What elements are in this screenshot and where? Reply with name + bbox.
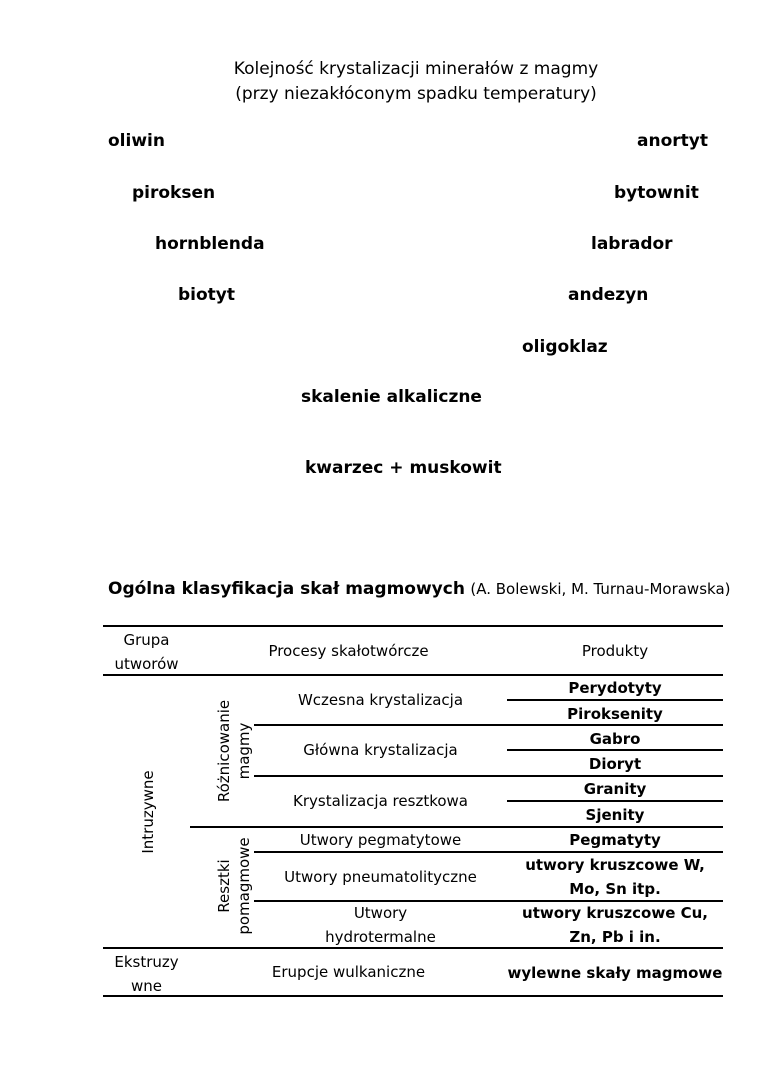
process-hydrothermal-line1: Utwory (353, 904, 408, 922)
product-ore-cu (507, 901, 723, 949)
mineral-right-1: anortyt (637, 131, 708, 151)
differentiation-label-line1: Różnicowanie (215, 699, 233, 803)
mineral-right-4: andezyn (568, 285, 649, 305)
table-top-rule (103, 625, 723, 627)
residues-label-line1: Resztki (215, 859, 233, 913)
group-intrusive-label: Intruzywne (139, 770, 157, 854)
differentiation-label-line2: magmy (235, 722, 253, 780)
header-products: Produkty (581, 642, 649, 660)
mineral-center-1: skalenie alkaliczne (301, 387, 482, 407)
product-pegmatyty: Pegmatyty (569, 831, 661, 849)
process-early: Wczesna krystalizacja (297, 691, 464, 709)
mineral-right-3: labrador (591, 234, 673, 254)
header-group-line2: utworów (114, 655, 179, 673)
process-residual: Krystalizacja resztkowa (293, 792, 468, 810)
classification-source: (A. Bolewski, M. Turnau-Morawska) (470, 580, 731, 598)
product-granity: Granity (583, 780, 647, 798)
header-group (103, 628, 190, 676)
residues-label-line2: pomagmowe (235, 837, 253, 935)
group-extrusive-line1: Ekstruzy (114, 953, 179, 971)
process-pneumatolytic: Utwory pneumatolityczne (284, 868, 477, 886)
diagram-title-line2: (przy niezakłóconym spadku temperatury) (235, 84, 597, 104)
product-ore-w (507, 853, 723, 901)
mineral-left-1: oliwin (108, 131, 165, 151)
product-ore-w-line1: utwory kruszcowe W, (525, 856, 705, 874)
mineral-right-5: oligoklaz (522, 337, 608, 357)
process-hydrothermal (254, 901, 507, 949)
header-processes: Procesy skałotwórcze (268, 642, 429, 660)
classification-title: Ogólna klasyfikacja skał magmowych (108, 579, 465, 599)
differentiation-label (214, 681, 254, 821)
diagram-title-line1: Kolejność krystalizacji minerałów z magmy (233, 59, 599, 79)
mineral-left-2: piroksen (132, 183, 216, 203)
product-volcanic: wylewne skały magmowe (507, 964, 723, 982)
residues-label (214, 826, 254, 946)
mineral-left-3: hornblenda (155, 234, 265, 254)
process-volcanic: Erupcje wulkaniczne (271, 963, 426, 981)
product-perydotyty: Perydotyty (568, 679, 662, 697)
table-bottom-rule (103, 995, 723, 997)
product-piroksenity: Piroksenity (567, 705, 663, 723)
header-group-line1: Grupa (123, 631, 170, 649)
group-extrusive-label (103, 950, 190, 998)
process-pegmatite: Utwory pegmatytowe (299, 831, 462, 849)
mineral-right-2: bytownit (614, 183, 699, 203)
classification-heading (108, 579, 731, 599)
product-ore-cu-line2: Zn, Pb i in. (569, 928, 661, 946)
product-sjenity: Sjenity (585, 806, 645, 824)
group-extrusive-line2: wne (130, 977, 162, 995)
mineral-left-4: biotyt (178, 285, 236, 305)
process-hydrothermal-line2: hydrotermalne (325, 928, 436, 946)
process-main: Główna krystalizacja (303, 741, 458, 759)
product-gabro: Gabro (589, 730, 641, 748)
product-dioryt: Dioryt (588, 755, 642, 773)
product-ore-w-line2: Mo, Sn itp. (569, 880, 661, 898)
mineral-center-2: kwarzec + muskowit (305, 458, 502, 478)
product-ore-cu-line1: utwory kruszcowe Cu, (522, 904, 708, 922)
